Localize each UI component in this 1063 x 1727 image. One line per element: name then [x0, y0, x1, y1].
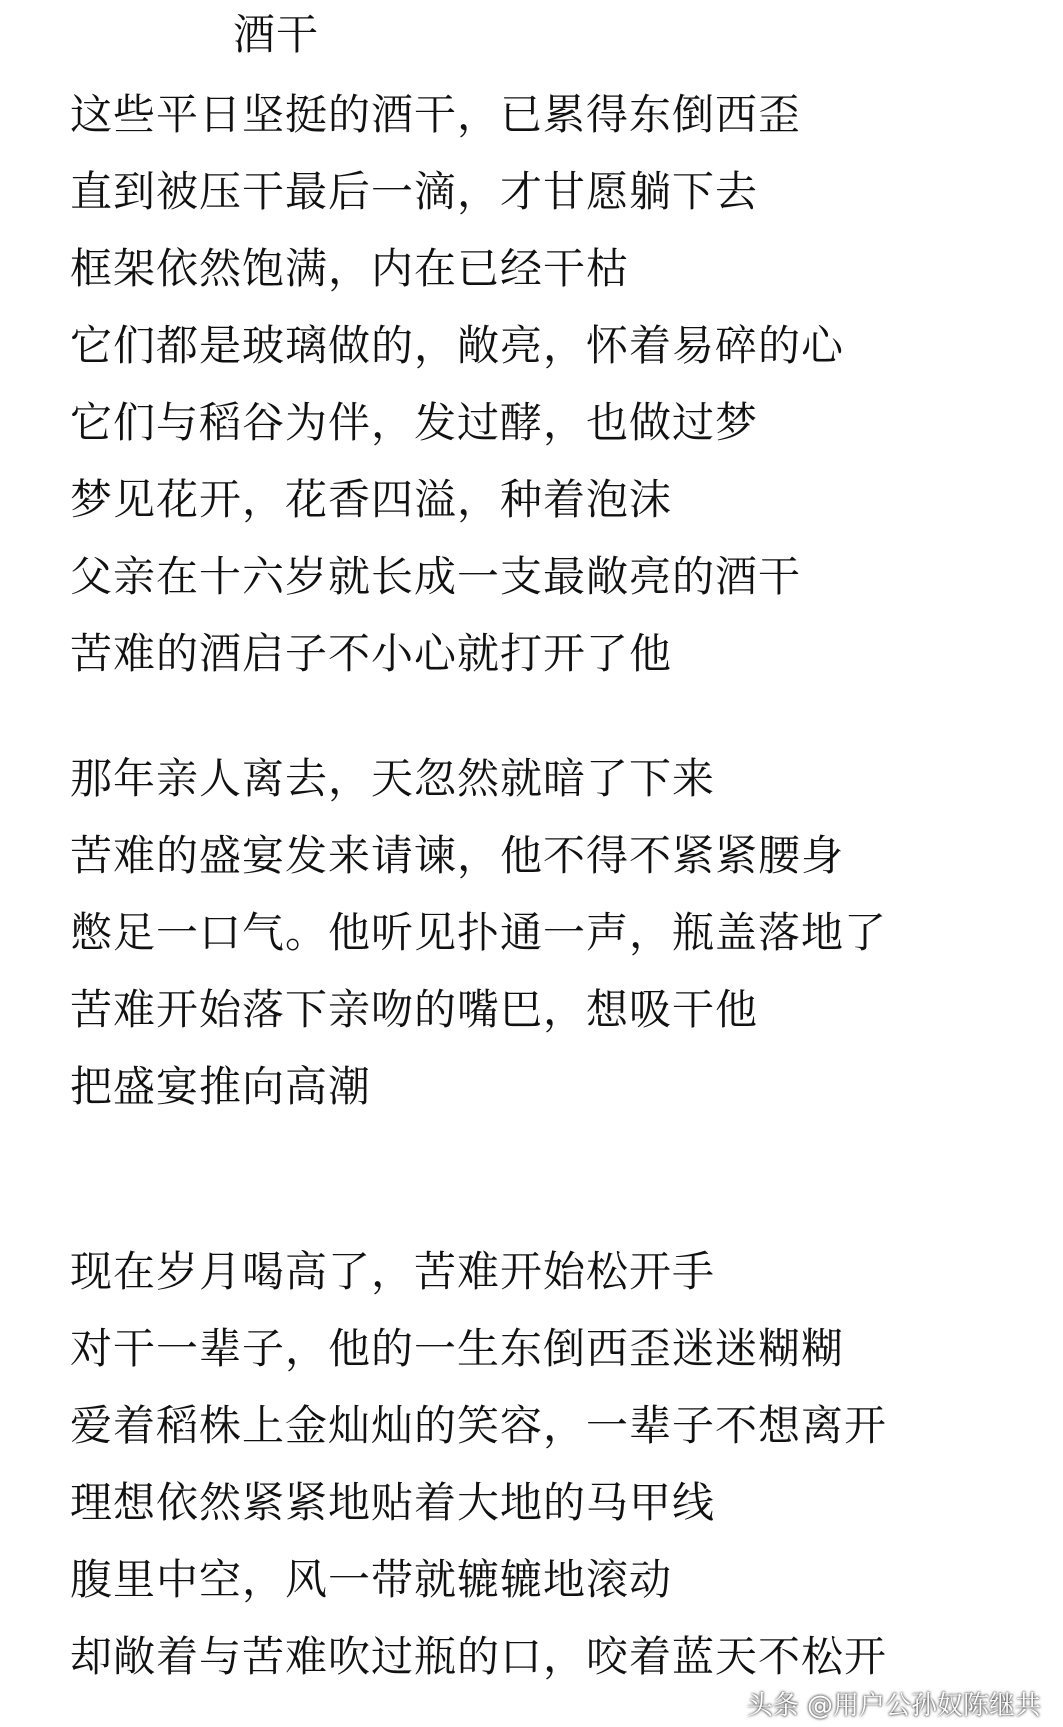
poem-line: 直到被压干最后一滴，才甘愿躺下去 — [70, 167, 759, 216]
poem-line: 憋足一口气。他听见扑通一声，瓶盖落地了 — [70, 908, 888, 957]
poem-line: 苦难的酒启子不小心就打开了他 — [70, 629, 673, 678]
poem-line: 梦见花开，花香四溢，种着泡沫 — [70, 475, 673, 524]
poem-line: 把盛宴推向高潮 — [70, 1062, 372, 1111]
poem-line: 对干一辈子，他的一生东倒西歪迷迷糊糊 — [70, 1324, 845, 1373]
poem-line: 父亲在十六岁就长成一支最敞亮的酒干 — [70, 552, 802, 601]
poem-line: 这些平日坚挺的酒干，已累得东倒西歪 — [70, 90, 802, 139]
poem-line: 理想依然紧紧地贴着大地的马甲线 — [70, 1478, 716, 1527]
poem-line: 苦难的盛宴发来请谏，他不得不紧紧腰身 — [70, 831, 845, 880]
poem-line: 爱着稻株上金灿灿的笑容，一辈子不想离开 — [70, 1401, 888, 1450]
stanza-1 — [70, 76, 844, 692]
stanza-3 — [70, 1233, 887, 1695]
poem-line: 它们都是玻璃做的，敞亮，怀着易碎的心 — [70, 321, 845, 370]
poem-line: 腹里中空，风一带就辘辘地滚动 — [70, 1555, 673, 1604]
poem-line: 苦难开始落下亲吻的嘴巴，想吸干他 — [70, 985, 759, 1034]
poem-line: 那年亲人离去，天忽然就暗了下来 — [70, 754, 716, 803]
poem-line: 却敞着与苦难吹过瓶的口，咬着蓝天不松开 — [70, 1632, 888, 1681]
poem-line: 框架依然饱满，内在已经干枯 — [70, 244, 630, 293]
poem-line: 现在岁月喝高了，苦难开始松开手 — [70, 1247, 716, 1296]
poem-line: 它们与稻谷为伴，发过酵，也做过梦 — [70, 398, 759, 447]
stanza-2 — [70, 740, 887, 1125]
watermark: 头条 @用户公孙奴陈继共 — [746, 1691, 1041, 1721]
poem-title: 酒干 — [233, 10, 320, 59]
